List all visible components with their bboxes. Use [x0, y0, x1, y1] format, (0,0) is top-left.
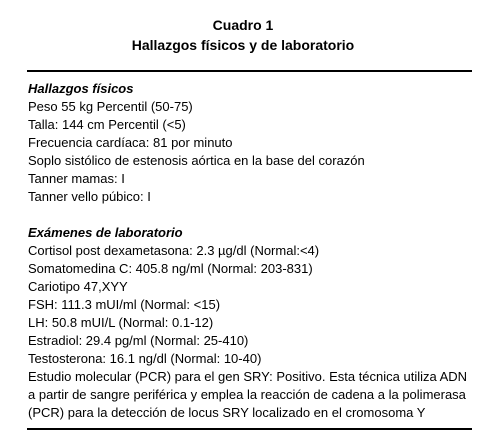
lab-exam-item: Cariotipo 47,XYY [28, 279, 128, 294]
lab-exam-item: Estradiol: 29.4 pg/ml (Normal: 25-410) [28, 333, 249, 348]
physical-finding-item: Talla: 144 cm Percentil (<5) [28, 117, 186, 132]
physical-finding-item: Tanner vello púbico: I [28, 189, 151, 204]
table-body [28, 80, 468, 422]
lab-exam-item: Testosterona: 16.1 ng/dl (Normal: 10-40) [28, 351, 262, 366]
lab-exam-item: LH: 50.8 mUI/L (Normal: 0.1-12) [28, 315, 214, 330]
table-header [0, 15, 486, 55]
table-subtitle: Hallazgos físicos y de laboratorio [131, 37, 355, 53]
physical-finding-item: Soplo sistólico de estenosis aórtica en la base del corazón [28, 153, 365, 168]
physical-finding-item: Peso 55 kg Percentil (50-75) [28, 99, 193, 114]
physical-finding-item: Frecuencia cardíaca: 81 por minuto [28, 135, 233, 150]
lab-exams-heading: Exámenes de laboratorio [28, 225, 183, 240]
table-title: Cuadro 1 [212, 17, 274, 33]
top-divider [27, 70, 472, 72]
physical-finding-item: Tanner mamas: I [28, 171, 125, 186]
lab-exam-item: Somatomedina C: 405.8 ng/ml (Normal: 203-831) [28, 261, 313, 276]
lab-exam-item: Cortisol post dexametasona: 2.3 µg/dl (Normal:<4) [28, 243, 320, 258]
lab-exam-item: FSH: 111.3 mUI/ml (Normal: <15) [28, 297, 221, 312]
section-spacer [28, 206, 468, 224]
physical-findings-heading: Hallazgos físicos [28, 81, 134, 96]
bottom-divider [27, 428, 472, 430]
pcr-description: Estudio molecular (PCR) para el gen SRY: Positivo. Esta técnica utiliza ADN a partir de sangre periférica y emplea la reacción de cadena a la polimerasa (PCR) para la detección de locus SRY localizado en el cromosoma Y [28, 369, 468, 420]
